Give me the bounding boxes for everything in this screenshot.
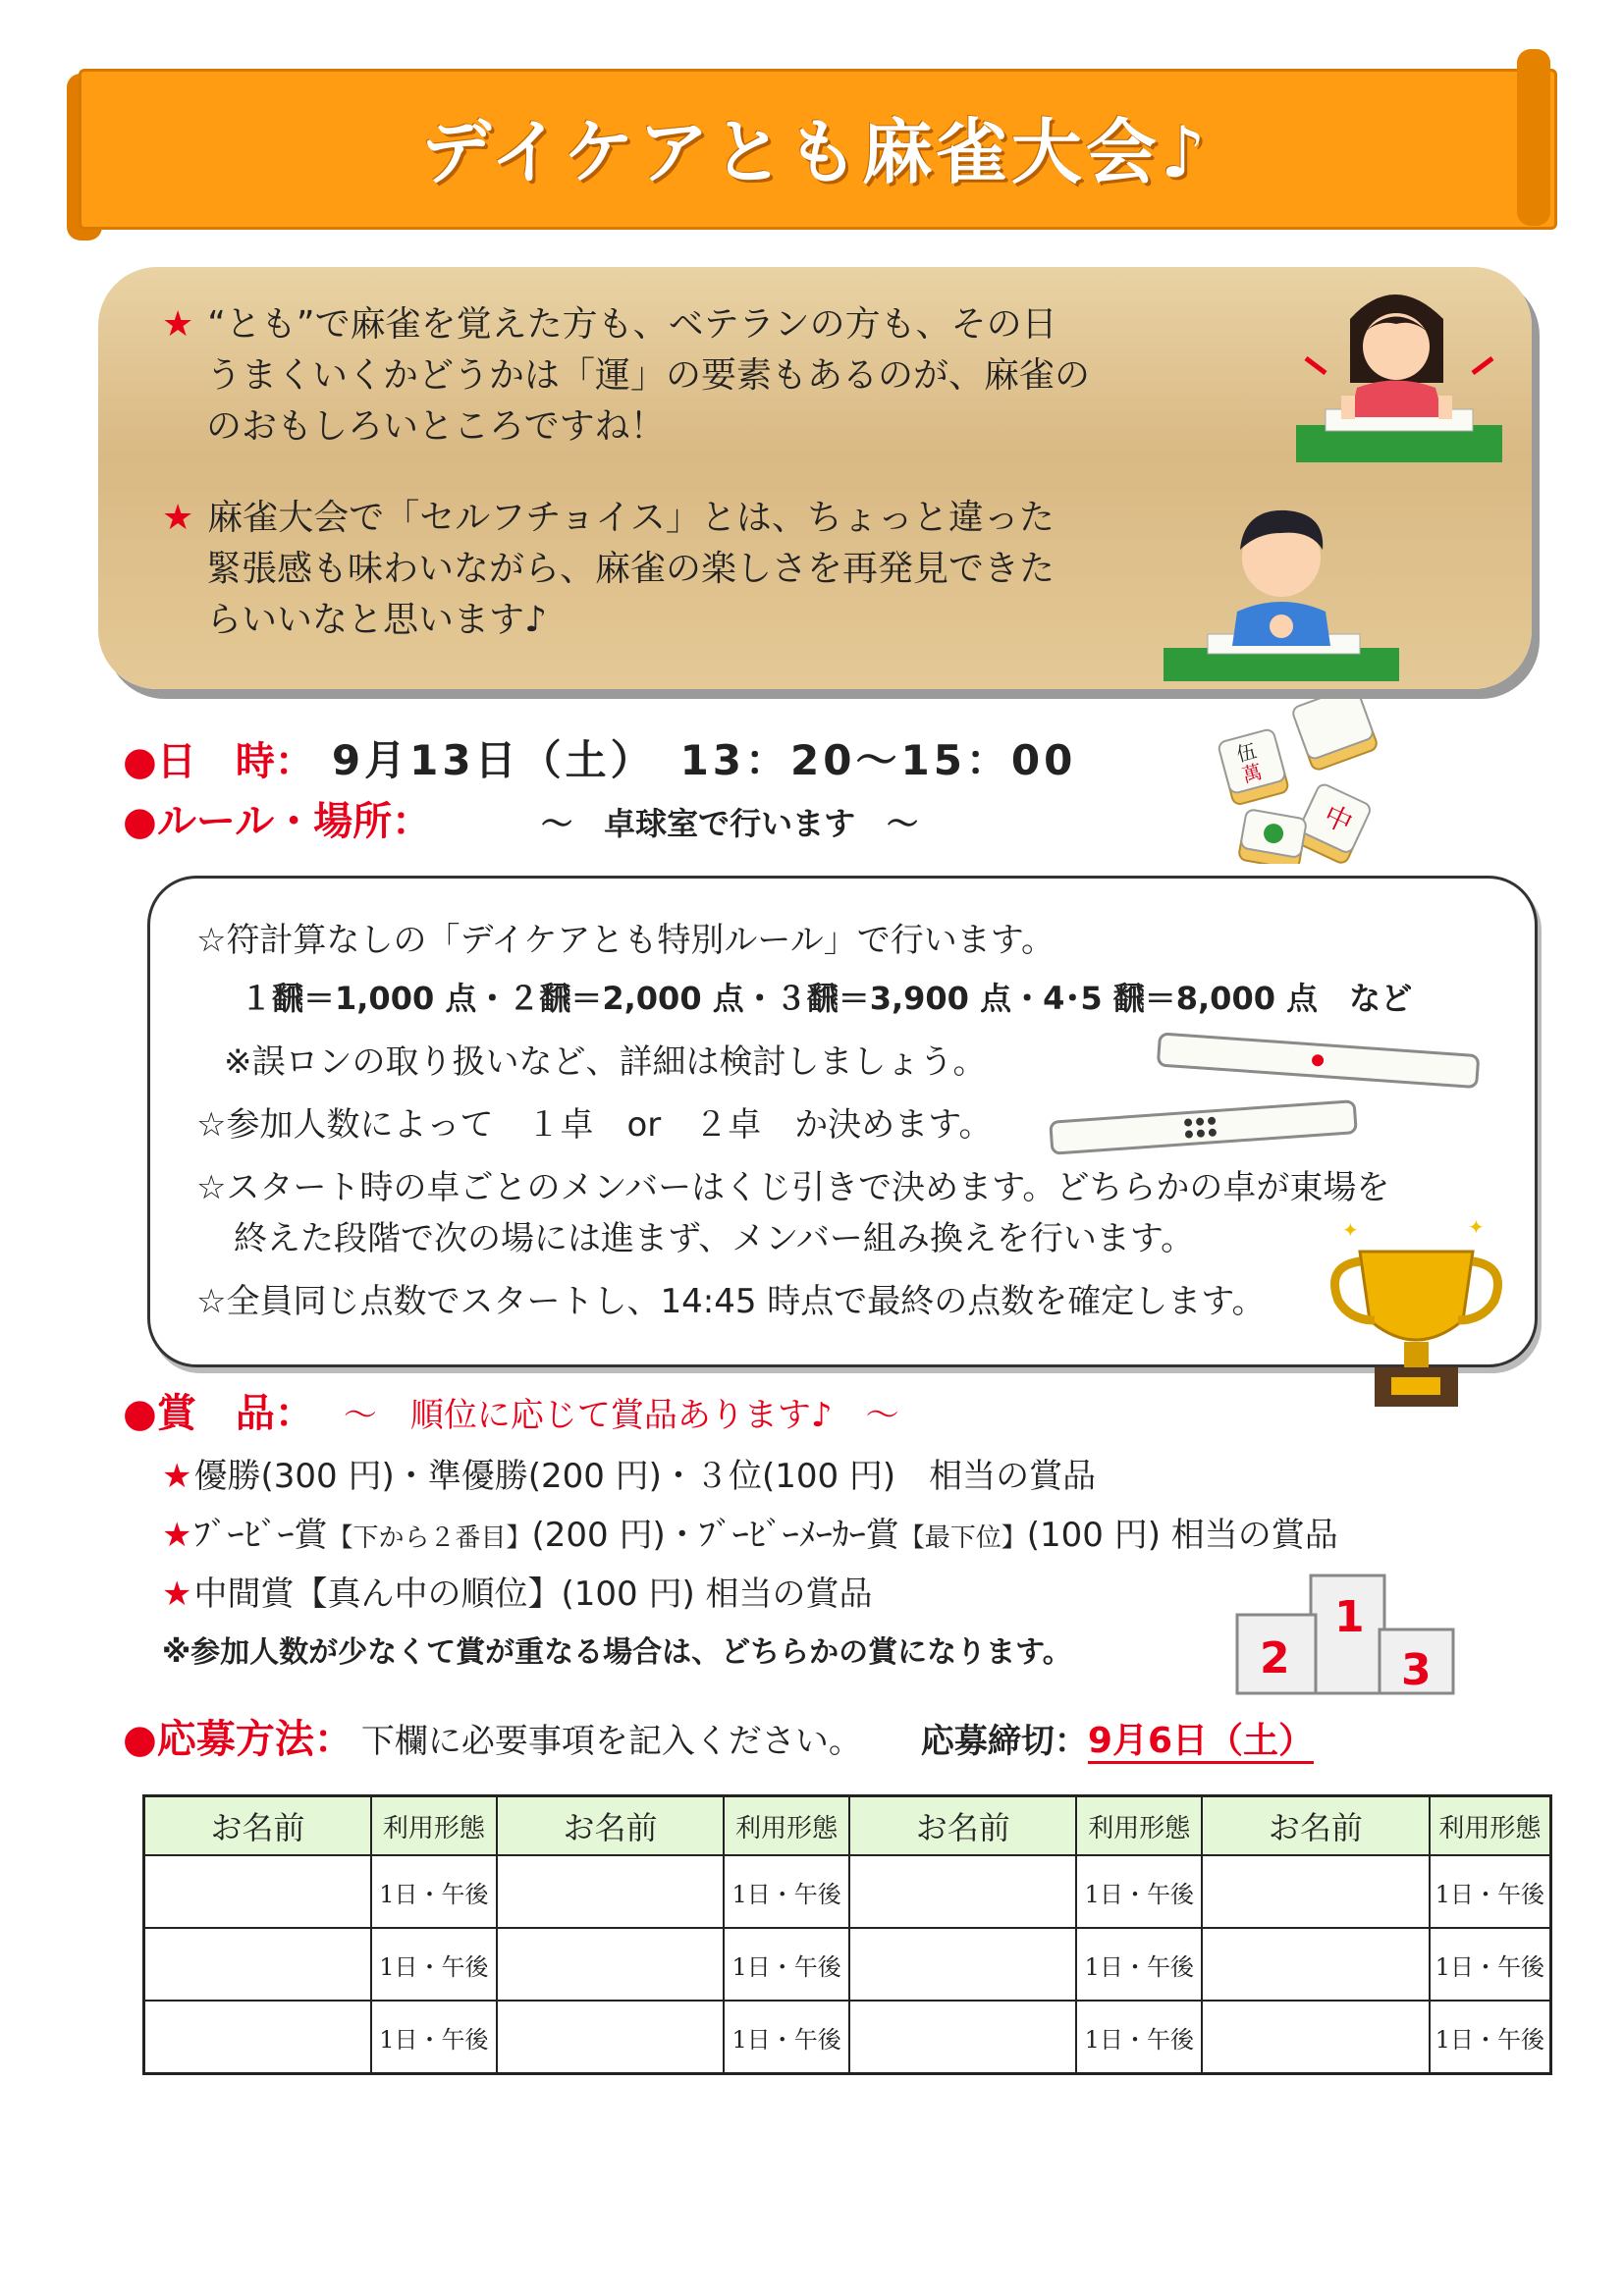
type-cell[interactable]: 1日・午後: [1076, 1928, 1202, 2001]
rule-line: １飜＝1,000 点・２飜＝2,000 点・３飜＝3,900 点・4･5 飜＝8,000 点 など: [241, 980, 1413, 1017]
type-cell[interactable]: 1日・午後: [724, 1855, 849, 1928]
table-row: [144, 1928, 1551, 2001]
name-cell[interactable]: [849, 1928, 1076, 2001]
type-cell[interactable]: 1日・午後: [724, 1928, 849, 2001]
table-row: [144, 2001, 1551, 2074]
intro-line: 緊張感も味わいながら、麻雀の楽しさを再発見できた: [206, 549, 1056, 589]
svg-text:伍: 伍: [1233, 738, 1260, 767]
datetime-row: [123, 728, 1076, 787]
place-label: ●ルール・場所：: [123, 799, 432, 844]
name-header: お名前: [1202, 1796, 1429, 1856]
trophy-illustration: [1321, 1212, 1512, 1423]
intro-line: うまくいくかどうかは「運」の要素もあるのが、麻雀の: [206, 355, 1091, 396]
type-cell[interactable]: 1日・午後: [1430, 1855, 1551, 1928]
deadline-value: 9月6日（土）: [1088, 1721, 1314, 1764]
point-sticks-illustration: [1041, 1021, 1488, 1158]
place-value: ～ 卓球室で行います ～: [541, 805, 919, 842]
deadline-label: 応募締切：: [920, 1722, 1088, 1761]
name-header: お名前: [849, 1796, 1076, 1856]
prize-line: ★中間賞【真ん中の順位】(100 円) 相当の賞品: [162, 1575, 873, 1614]
svg-text:中: 中: [1319, 798, 1358, 840]
apply-label: ●応募方法：: [123, 1717, 353, 1762]
type-header: 利用形態: [724, 1796, 849, 1856]
red-star-icon: ★: [162, 1516, 192, 1555]
type-header: 利用形態: [1076, 1796, 1202, 1856]
datetime-label: ●日 時：: [123, 739, 314, 784]
rule-line: ※誤ロンの取り扱いなど、詳細は検討しましょう。: [224, 1042, 987, 1082]
type-cell[interactable]: 1日・午後: [1076, 2001, 1202, 2074]
rule-line: ☆全員同じ点数でスタートし、14:45 時点で最終の点数を確定します。: [196, 1282, 1266, 1321]
intro-line: ★ 麻雀大会で「セルフチョイス」とは、ちょっと違った: [162, 498, 1055, 538]
woman-player-illustration: [1296, 280, 1502, 471]
rule-line: ☆スタート時の卓ごとのメンバーはくじ引きで決めます。どちらかの卓が東場を: [196, 1168, 1390, 1207]
red-star-icon: ★: [162, 1457, 192, 1496]
name-cell[interactable]: [1202, 2001, 1429, 2074]
prizes-sub: ～ 順位に応じて賞品あります♪ ～: [343, 1396, 899, 1435]
type-cell[interactable]: 1日・午後: [371, 1855, 497, 1928]
podium-first: 1: [1334, 1592, 1365, 1642]
red-star-icon: ★: [162, 1575, 192, 1614]
red-star-icon: ★: [162, 304, 194, 345]
prize-note: ※参加人数が少なくて賞が重なる場合は、どちらかの賞になります。: [162, 1635, 1072, 1670]
apply-row: [123, 1708, 1314, 1764]
red-star-icon: ★: [162, 498, 194, 538]
name-header: お名前: [497, 1796, 724, 1856]
type-header: 利用形態: [1430, 1796, 1551, 1856]
man-player-illustration: [1164, 489, 1404, 685]
type-cell[interactable]: 1日・午後: [1430, 2001, 1551, 2074]
prize-line: ★ﾌﾞｰﾋﾞｰ賞【下から２番目】(200 円)・ﾌﾞｰﾋﾞｰﾒｰｶｰ賞【最下位】(100 円) 相当の賞品: [162, 1516, 1338, 1555]
rule-line: 終えた段階で次の場には進まず、メンバー組み換えを行います。: [234, 1219, 1195, 1258]
name-cell[interactable]: [497, 2001, 724, 2074]
intro-line: ★ “とも”で麻雀を覚えた方も、ベテランの方も、その日: [162, 304, 1057, 345]
rule-line: ☆符計算なしの「デイケアとも特別ルール」で行います。: [196, 921, 1056, 960]
name-cell[interactable]: [849, 1855, 1076, 1928]
datetime-value: 9月13日（土） 13：20～15：00: [331, 736, 1077, 784]
type-header: 利用形態: [371, 1796, 497, 1856]
name-cell[interactable]: [497, 1928, 724, 2001]
apply-text: 下欄に必要事項を記入ください。: [360, 1722, 862, 1761]
intro-line: らいいなと思います♪: [206, 600, 547, 640]
name-cell[interactable]: [144, 2001, 371, 2074]
type-cell[interactable]: 1日・午後: [1076, 1855, 1202, 1928]
svg-text:✦: ✦: [1342, 1218, 1359, 1242]
mahjong-tiles-illustration: [1203, 699, 1404, 864]
prize-line: ★優勝(300 円)・準優勝(200 円)・３位(100 円) 相当の賞品: [162, 1457, 1097, 1496]
rule-line: ☆参加人数によって １卓 or ２卓 か決めます。: [196, 1105, 993, 1145]
svg-text:萬: 萬: [1239, 759, 1265, 788]
podium-second: 2: [1260, 1633, 1290, 1683]
name-header: お名前: [144, 1796, 371, 1856]
prizes-row: [123, 1382, 899, 1438]
type-cell[interactable]: 1日・午後: [724, 2001, 849, 2074]
table-row: [144, 1855, 1551, 1928]
table-header-row: [144, 1796, 1551, 1856]
page-title: デイケアとも麻雀大会♪: [420, 111, 1210, 193]
name-cell[interactable]: [849, 2001, 1076, 2074]
name-cell[interactable]: [1202, 1928, 1429, 2001]
name-cell[interactable]: [144, 1855, 371, 1928]
entry-table: [142, 1794, 1552, 2075]
prizes-label: ●賞 品：: [123, 1391, 314, 1436]
name-cell[interactable]: [144, 1928, 371, 2001]
podium-illustration: [1232, 1571, 1458, 1698]
svg-text:✦: ✦: [1468, 1215, 1485, 1239]
type-cell[interactable]: 1日・午後: [1430, 1928, 1551, 2001]
type-cell[interactable]: 1日・午後: [371, 1928, 497, 2001]
intro-line: のおもしろいところですね！: [206, 406, 666, 447]
type-cell[interactable]: 1日・午後: [371, 2001, 497, 2074]
podium-third: 3: [1401, 1645, 1432, 1695]
name-cell[interactable]: [1202, 1855, 1429, 1928]
place-row: [123, 790, 918, 846]
name-cell[interactable]: [497, 1855, 724, 1928]
